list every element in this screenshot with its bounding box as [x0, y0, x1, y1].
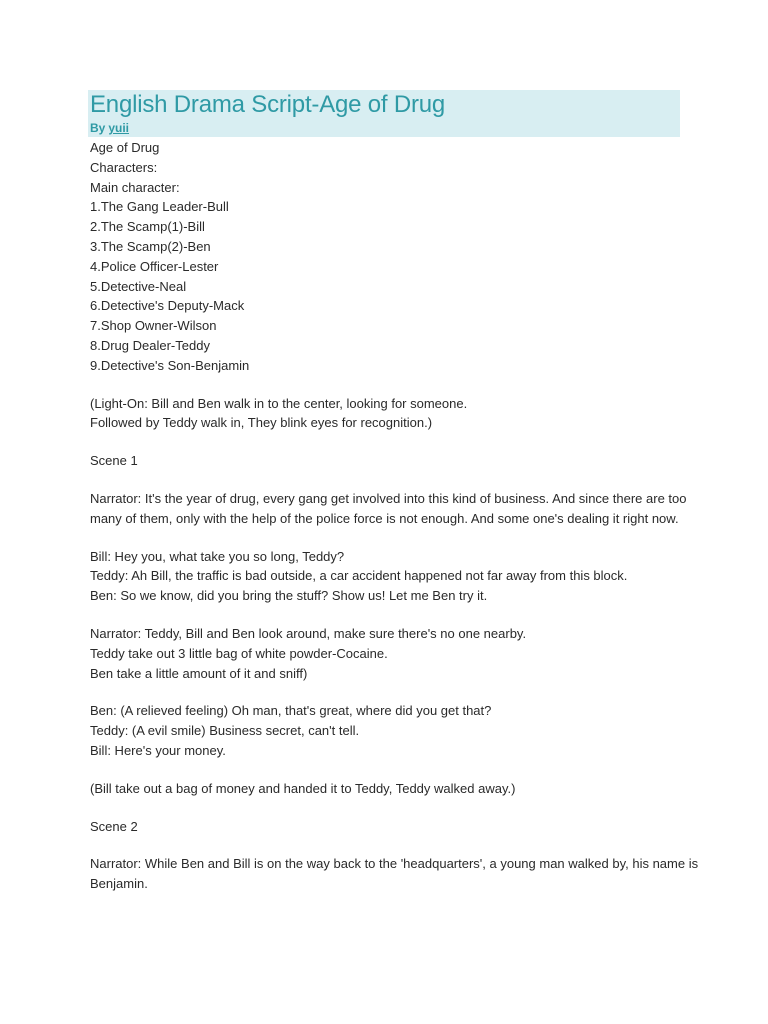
page-title: English Drama Script-Age of Drug — [90, 91, 446, 118]
author-link[interactable]: yuii — [108, 121, 130, 135]
paragraph-gap — [90, 799, 690, 817]
character-item: 6.Detective's Deputy-Mack — [90, 298, 245, 314]
narration-line: Narrator: While Ben and Bill is on the way back to the 'headquarters', a young man walked by, his name is — [90, 856, 699, 872]
character-item: 5.Detective-Neal — [90, 278, 187, 294]
paragraph-gap — [90, 683, 690, 701]
narration-line: Teddy take out 3 little bag of white powder-Cocaine. — [90, 645, 388, 661]
intro-line: Main character: — [90, 179, 180, 195]
paragraph-gap — [90, 606, 690, 624]
character-item: 4.Police Officer-Lester — [90, 258, 219, 274]
paragraph-gap — [90, 836, 690, 854]
narration-3 — [90, 854, 699, 894]
paragraph-gap — [90, 433, 690, 451]
dialogue-line: Teddy: (A evil smile) Business secret, can't tell. — [90, 723, 360, 739]
paragraph-gap — [90, 529, 690, 547]
dialogue-line: Bill: Here's your money. — [90, 742, 226, 758]
stage-direction-open — [90, 394, 690, 434]
narration-line: Narrator: Teddy, Bill and Ben look around, make sure there's no one nearby. — [90, 625, 527, 641]
character-item: 3.The Scamp(2)-Ben — [90, 238, 211, 254]
narration-2 — [90, 624, 690, 683]
dialogue-line: Bill: Hey you, what take you so long, Teddy? — [90, 548, 345, 564]
stage-direction-money: (Bill take out a bag of money and handed it to Teddy, Teddy walked away.) — [90, 780, 516, 796]
dialogue-line: Ben: So we know, did you bring the stuff? Show us! Let me Ben try it. — [90, 588, 488, 604]
character-item: 2.The Scamp(1)-Bill — [90, 219, 205, 235]
scene-2-heading: Scene 2 — [90, 818, 138, 834]
paragraph-gap — [90, 761, 690, 779]
narration-line: Narrator: It's the year of drug, every gang get involved into this kind of business. And since there are too — [90, 490, 687, 506]
paragraph-gap — [90, 471, 690, 489]
character-item: 1.The Gang Leader-Bull — [90, 199, 229, 215]
narration-1 — [90, 489, 690, 529]
by-label: By — [90, 121, 106, 135]
intro-block — [90, 138, 690, 376]
stage-direction-line: (Light-On: Bill and Ben walk in to the center, looking for someone. — [90, 395, 468, 411]
dialogue-line: Teddy: Ah Bill, the traffic is bad outside, a car accident happened not far away from this block. — [90, 568, 628, 584]
character-item: 8.Drug Dealer-Teddy — [90, 337, 210, 353]
narration-line: Benjamin. — [90, 876, 148, 892]
intro-line: Characters: — [90, 159, 158, 175]
title-banner — [88, 90, 680, 137]
byline — [90, 121, 129, 135]
narration-line: Ben take a little amount of it and sniff) — [90, 665, 308, 681]
character-item: 9.Detective's Son-Benjamin — [90, 357, 250, 373]
script-body — [90, 138, 699, 894]
paragraph-gap — [90, 376, 690, 394]
dialogue-2 — [90, 701, 690, 760]
narration-line: many of them, only with the help of the police force is not enough. And some one's dealing it right now. — [90, 510, 679, 526]
intro-line: Age of Drug — [90, 140, 160, 155]
character-item: 7.Shop Owner-Wilson — [90, 318, 217, 334]
stage-direction-line: Followed by Teddy walk in, They blink eyes for recognition.) — [90, 415, 433, 431]
dialogue-1 — [90, 547, 690, 606]
dialogue-line: Ben: (A relieved feeling) Oh man, that's great, where did you get that? — [90, 703, 492, 719]
scene-1-heading: Scene 1 — [90, 453, 138, 469]
